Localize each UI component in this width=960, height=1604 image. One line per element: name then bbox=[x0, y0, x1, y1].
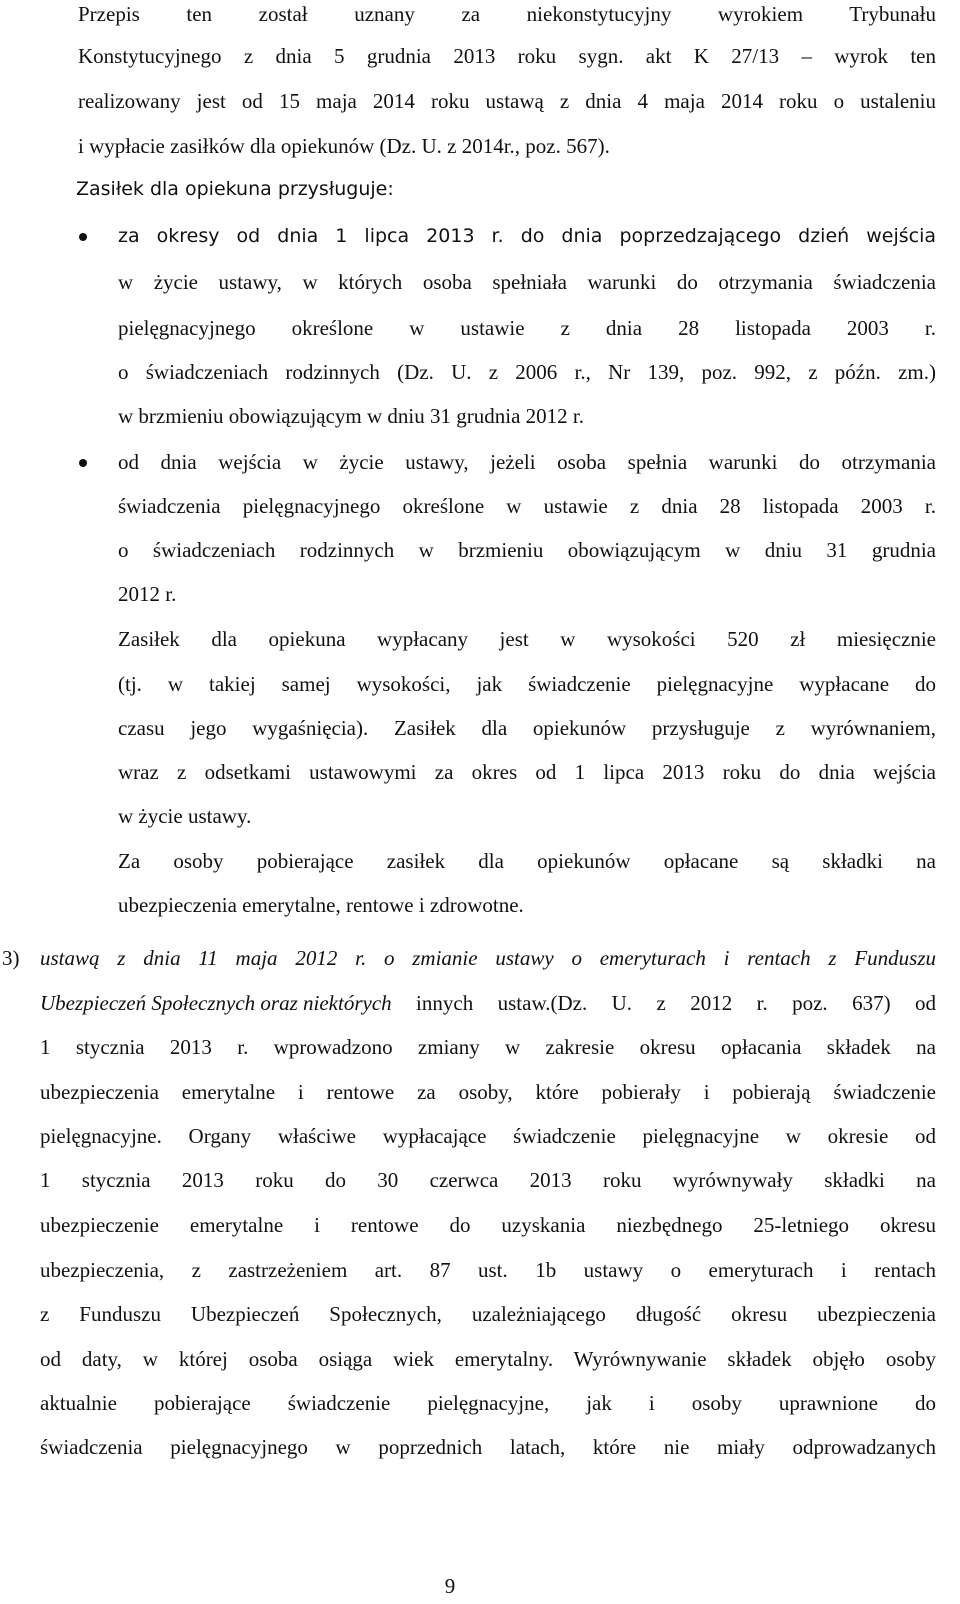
item-3-line-4: ubezpieczenia emerytalne i rentowe za osoby, które pobierały i pobierają świadczenie bbox=[40, 1080, 936, 1104]
bullet-1-line-3: pielęgnacyjnego określone w ustawie z dnia 28 listopada 2003 r. bbox=[118, 316, 936, 340]
item-3-line-9: z Funduszu Ubezpieczeń Społecznych, uzależniającego długość okresu ubezpieczenia bbox=[40, 1302, 936, 1326]
bullet-2-line-1: od dnia wejścia w życie ustawy, jeżeli osoba spełnia warunki do otrzymania bbox=[118, 450, 936, 474]
item-3-line-1: ustawą z dnia 11 maja 2012 r. o zmianie ustawy o emeryturach i rentach z Funduszu bbox=[40, 946, 936, 970]
payment-line-2: (tj. w takiej samej wysokości, jak świadczenie pielęgnacyjne wypłacane do bbox=[118, 672, 936, 696]
item-3-line-8: ubezpieczenia, z zastrzeżeniem art. 87 ust. 1b ustawy o emeryturach i rentach bbox=[40, 1258, 936, 1282]
bullet-1-line-5: w brzmieniu obowiązującym w dniu 31 grudnia 2012 r. bbox=[118, 404, 584, 428]
intro-line-3: realizowany jest od 15 maja 2014 roku ustawą z dnia 4 maja 2014 roku o ustaleniu bbox=[78, 89, 936, 113]
item-3-line-2-rest: innych ustaw.(Dz. U. z 2012 r. poz. 637) od bbox=[391, 991, 936, 1015]
bullet-icon bbox=[79, 233, 87, 241]
payment-line-3: czasu jego wygaśnięcia). Zasiłek dla opiekunów przysługuje z wyrównaniem, bbox=[118, 716, 936, 740]
intro-line-4: i wypłacie zasiłków dla opiekunów (Dz. U. z 2014r., poz. 567). bbox=[78, 134, 610, 158]
item-3-line-2 bbox=[40, 993, 936, 1014]
contributions-line-1: Za osoby pobierające zasiłek dla opiekunów opłacane są składki na bbox=[118, 849, 936, 873]
intro-line-2: Konstytucyjnego z dnia 5 grudnia 2013 roku sygn. akt K 27/13 – wyrok ten bbox=[78, 44, 936, 68]
item-3-line-7: ubezpieczenie emerytalne i rentowe do uzyskania niezbędnego 25-letniego okresu bbox=[40, 1213, 936, 1237]
bullet-1-line-4: o świadczeniach rodzinnych (Dz. U. z 2006 r., Nr 139, poz. 992, z późn. zm.) bbox=[118, 360, 936, 384]
item-3-line-2-italic: Ubezpieczeń Społecznych oraz niektórych bbox=[40, 991, 392, 1015]
item-3-line-5: pielęgnacyjne. Organy właściwe wypłacające świadczenie pielęgnacyjne w okresie od bbox=[40, 1124, 936, 1148]
bullet-1-line-1: za okresy od dnia 1 lipca 2013 r. do dnia poprzedzającego dzień wejścia bbox=[118, 225, 936, 247]
page-number: 9 bbox=[444, 1574, 456, 1598]
item-3-line-11: aktualnie pobierające świadczenie pielęgnacyjne, jak i osoby uprawnione do bbox=[40, 1391, 936, 1415]
item-3-line-6: 1 stycznia 2013 roku do 30 czerwca 2013 roku wyrównywały składki na bbox=[40, 1168, 936, 1192]
bullet-icon bbox=[79, 459, 87, 467]
contributions-line-2: ubezpieczenia emerytalne, rentowe i zdrowotne. bbox=[118, 893, 524, 917]
bullet-2-line-4: 2012 r. bbox=[118, 582, 177, 606]
item-3-line-3: 1 stycznia 2013 r. wprowadzono zmiany w zakresie okresu opłacania składek na bbox=[40, 1035, 936, 1059]
bullet-1-line-2: w życie ustawy, w których osoba spełniała warunki do otrzymania świadczenia bbox=[118, 270, 936, 294]
payment-line-1: Zasiłek dla opiekuna wypłacany jest w wysokości 520 zł miesięcznie bbox=[118, 627, 936, 651]
bullet-2-line-3: o świadczeniach rodzinnych w brzmieniu obowiązującym w dniu 31 grudnia bbox=[118, 538, 936, 562]
item-3-line-12: świadczenia pielęgnacyjnego w poprzednich latach, które nie miały odprowadzanych bbox=[40, 1435, 936, 1459]
bullet-2-line-2: świadczenia pielęgnacyjnego określone w ustawie z dnia 28 listopada 2003 r. bbox=[118, 494, 936, 518]
intro-line-1: Przepis ten został uznany za niekonstytucyjny wyrokiem Trybunału bbox=[78, 2, 936, 26]
item-3-number: 3) bbox=[2, 946, 20, 970]
payment-line-5: w życie ustawy. bbox=[118, 804, 252, 828]
section-heading: Zasiłek dla opiekuna przysługuje: bbox=[76, 178, 394, 200]
item-3-line-10: od daty, w której osoba osiąga wiek emerytalny. Wyrównywanie składek objęło osoby bbox=[40, 1347, 936, 1371]
payment-line-4: wraz z odsetkami ustawowymi za okres od 1 lipca 2013 roku do dnia wejścia bbox=[118, 760, 936, 784]
